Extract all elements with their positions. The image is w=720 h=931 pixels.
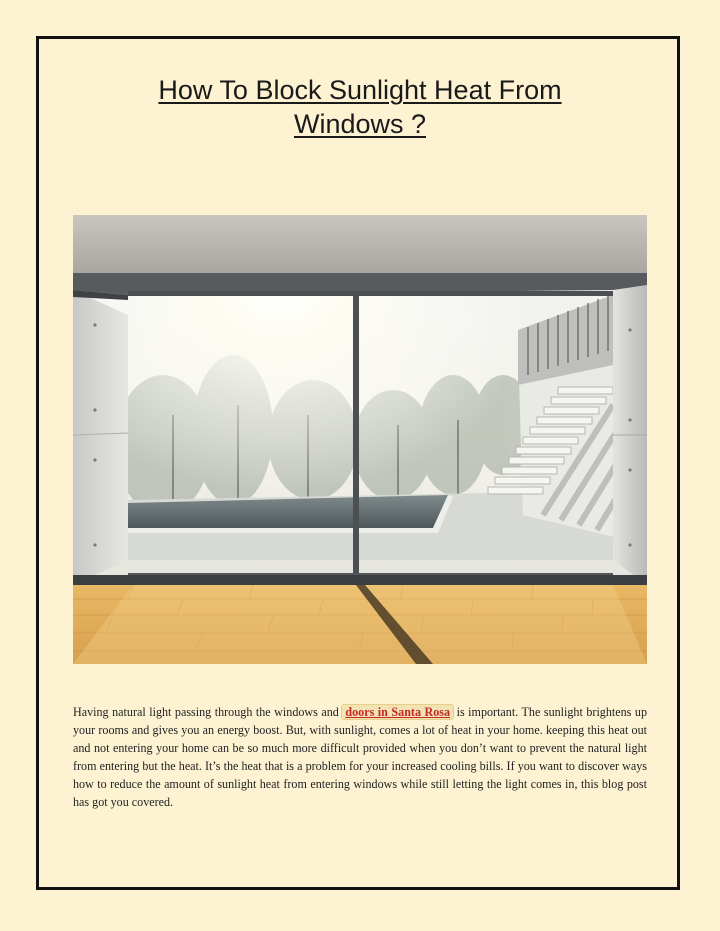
body-text-before-link: Having natural light passing through the windows and — [73, 705, 343, 719]
article-body — [73, 703, 647, 811]
title-line-1: How To Block Sunlight Heat From — [158, 75, 562, 105]
title-line-2: Windows ? — [293, 109, 427, 139]
article-photo — [73, 215, 647, 664]
body-text-after-link: is important. The sunlight brightens up your rooms and gives you an energy boost. But, with sunlight, comes a lot of heat in your home. keeping this heat out and not entering your home can be so much more difficult provided when you don’t want to prevent the natural light from entering but the heat. It’s the heat that is a problem for your increased cooling bills. If you want to discover ways how to reduce the amount of sunlight heat from entering windows while still letting the light comes in, this blog post has got you covered. — [73, 705, 647, 809]
doors-santa-rosa-link[interactable]: doors in Santa Rosa — [342, 705, 453, 719]
page-title — [0, 73, 720, 141]
